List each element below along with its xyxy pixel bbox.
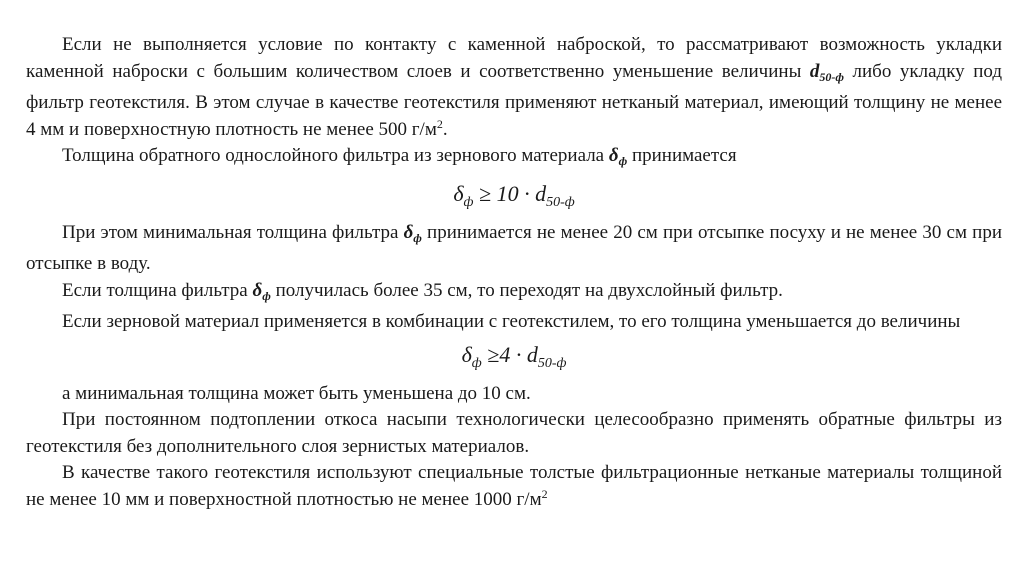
symbol-delta-subscript: ф	[262, 288, 271, 303]
superscript: 2	[541, 486, 548, 501]
formula-relation: ≥ 10 · d	[473, 180, 547, 206]
superscript: 2	[436, 116, 443, 131]
formula-delta-subscript: ф	[463, 194, 474, 210]
paragraph-filter-thickness	[26, 143, 1002, 175]
symbol-delta: δ	[252, 279, 263, 301]
formula-d-subscript: 50-ф	[537, 355, 567, 371]
paragraph-text: Если зерновой материал применяется в комбинации с геотекстилем, то его толщина уменьшается до величины	[62, 311, 961, 332]
paragraph-min-reduced	[26, 381, 1002, 408]
paragraph-stone-contact	[26, 32, 1002, 143]
paragraph-text: При постоянном подтоплении откоса насыпи технологически целесообразно применять обратные фильтры из геотекстиля без дополнительного слоя зернистых материалов.	[26, 409, 1002, 457]
formula-single-layer	[26, 175, 1002, 220]
paragraph-thick-geotextile	[26, 460, 1002, 513]
paragraph-text: а минимальная толщина может быть уменьшена до 10 см.	[62, 382, 531, 404]
symbol-delta: δ	[403, 221, 414, 243]
paragraph-text: Толщина обратного однослойного фильтра из зернового материала	[62, 145, 609, 166]
paragraph-text: В качестве такого геотекстиля используют специальные толстые фильтрационные нетканые материалы толщиной не менее 10 мм и поверхностной плотностью не менее 1000 г/м	[26, 462, 1002, 510]
paragraph-min-thickness	[26, 220, 1002, 278]
paragraph-permanent-flooding	[26, 407, 1002, 460]
formula-delta-subscript: ф	[471, 355, 482, 371]
formula-delta: δ	[461, 341, 472, 367]
paragraph-text: Если не выполняется условие по контакту с каменной наброской, то рассматривают возможность укладки каменной наброски с большим количеством слоев и соответственно уменьшение величины	[26, 34, 1002, 82]
formula-combined	[26, 336, 1002, 381]
symbol-d-subscript: 50-ф	[819, 69, 844, 84]
formula-delta: δ	[453, 180, 464, 206]
document-body	[26, 32, 1002, 513]
paragraph-two-layer	[26, 278, 1002, 310]
symbol-delta-subscript: ф	[618, 154, 628, 168]
paragraph-text: принимается	[627, 145, 737, 166]
symbol-delta-subscript: ф	[413, 230, 422, 245]
paragraph-text: .	[442, 118, 448, 140]
paragraph-text: принимается не менее 20 см при отсыпке посуху и не менее 30 см при отсыпке в воду.	[26, 221, 1002, 274]
paragraph-geotextile-combination	[26, 309, 1002, 336]
formula-d-subscript: 50-ф	[546, 194, 575, 210]
symbol-delta: δ	[608, 145, 619, 166]
symbol-d: d	[809, 60, 820, 82]
paragraph-text: Если толщина фильтра	[62, 279, 253, 301]
paragraph-text: получилась более 35 см, то переходят на двухслойный фильтр.	[270, 279, 783, 301]
formula-relation: ≥4 · d	[481, 341, 538, 367]
paragraph-text: либо укладку под фильтр геотекстиля. В этом случае в качестве геотекстиля применяют нетканый материал, имеющий толщину не менее 4 мм и поверхностную плотность не менее 500 г/м	[26, 60, 1002, 140]
paragraph-text: При этом минимальная толщина фильтра	[62, 221, 404, 243]
